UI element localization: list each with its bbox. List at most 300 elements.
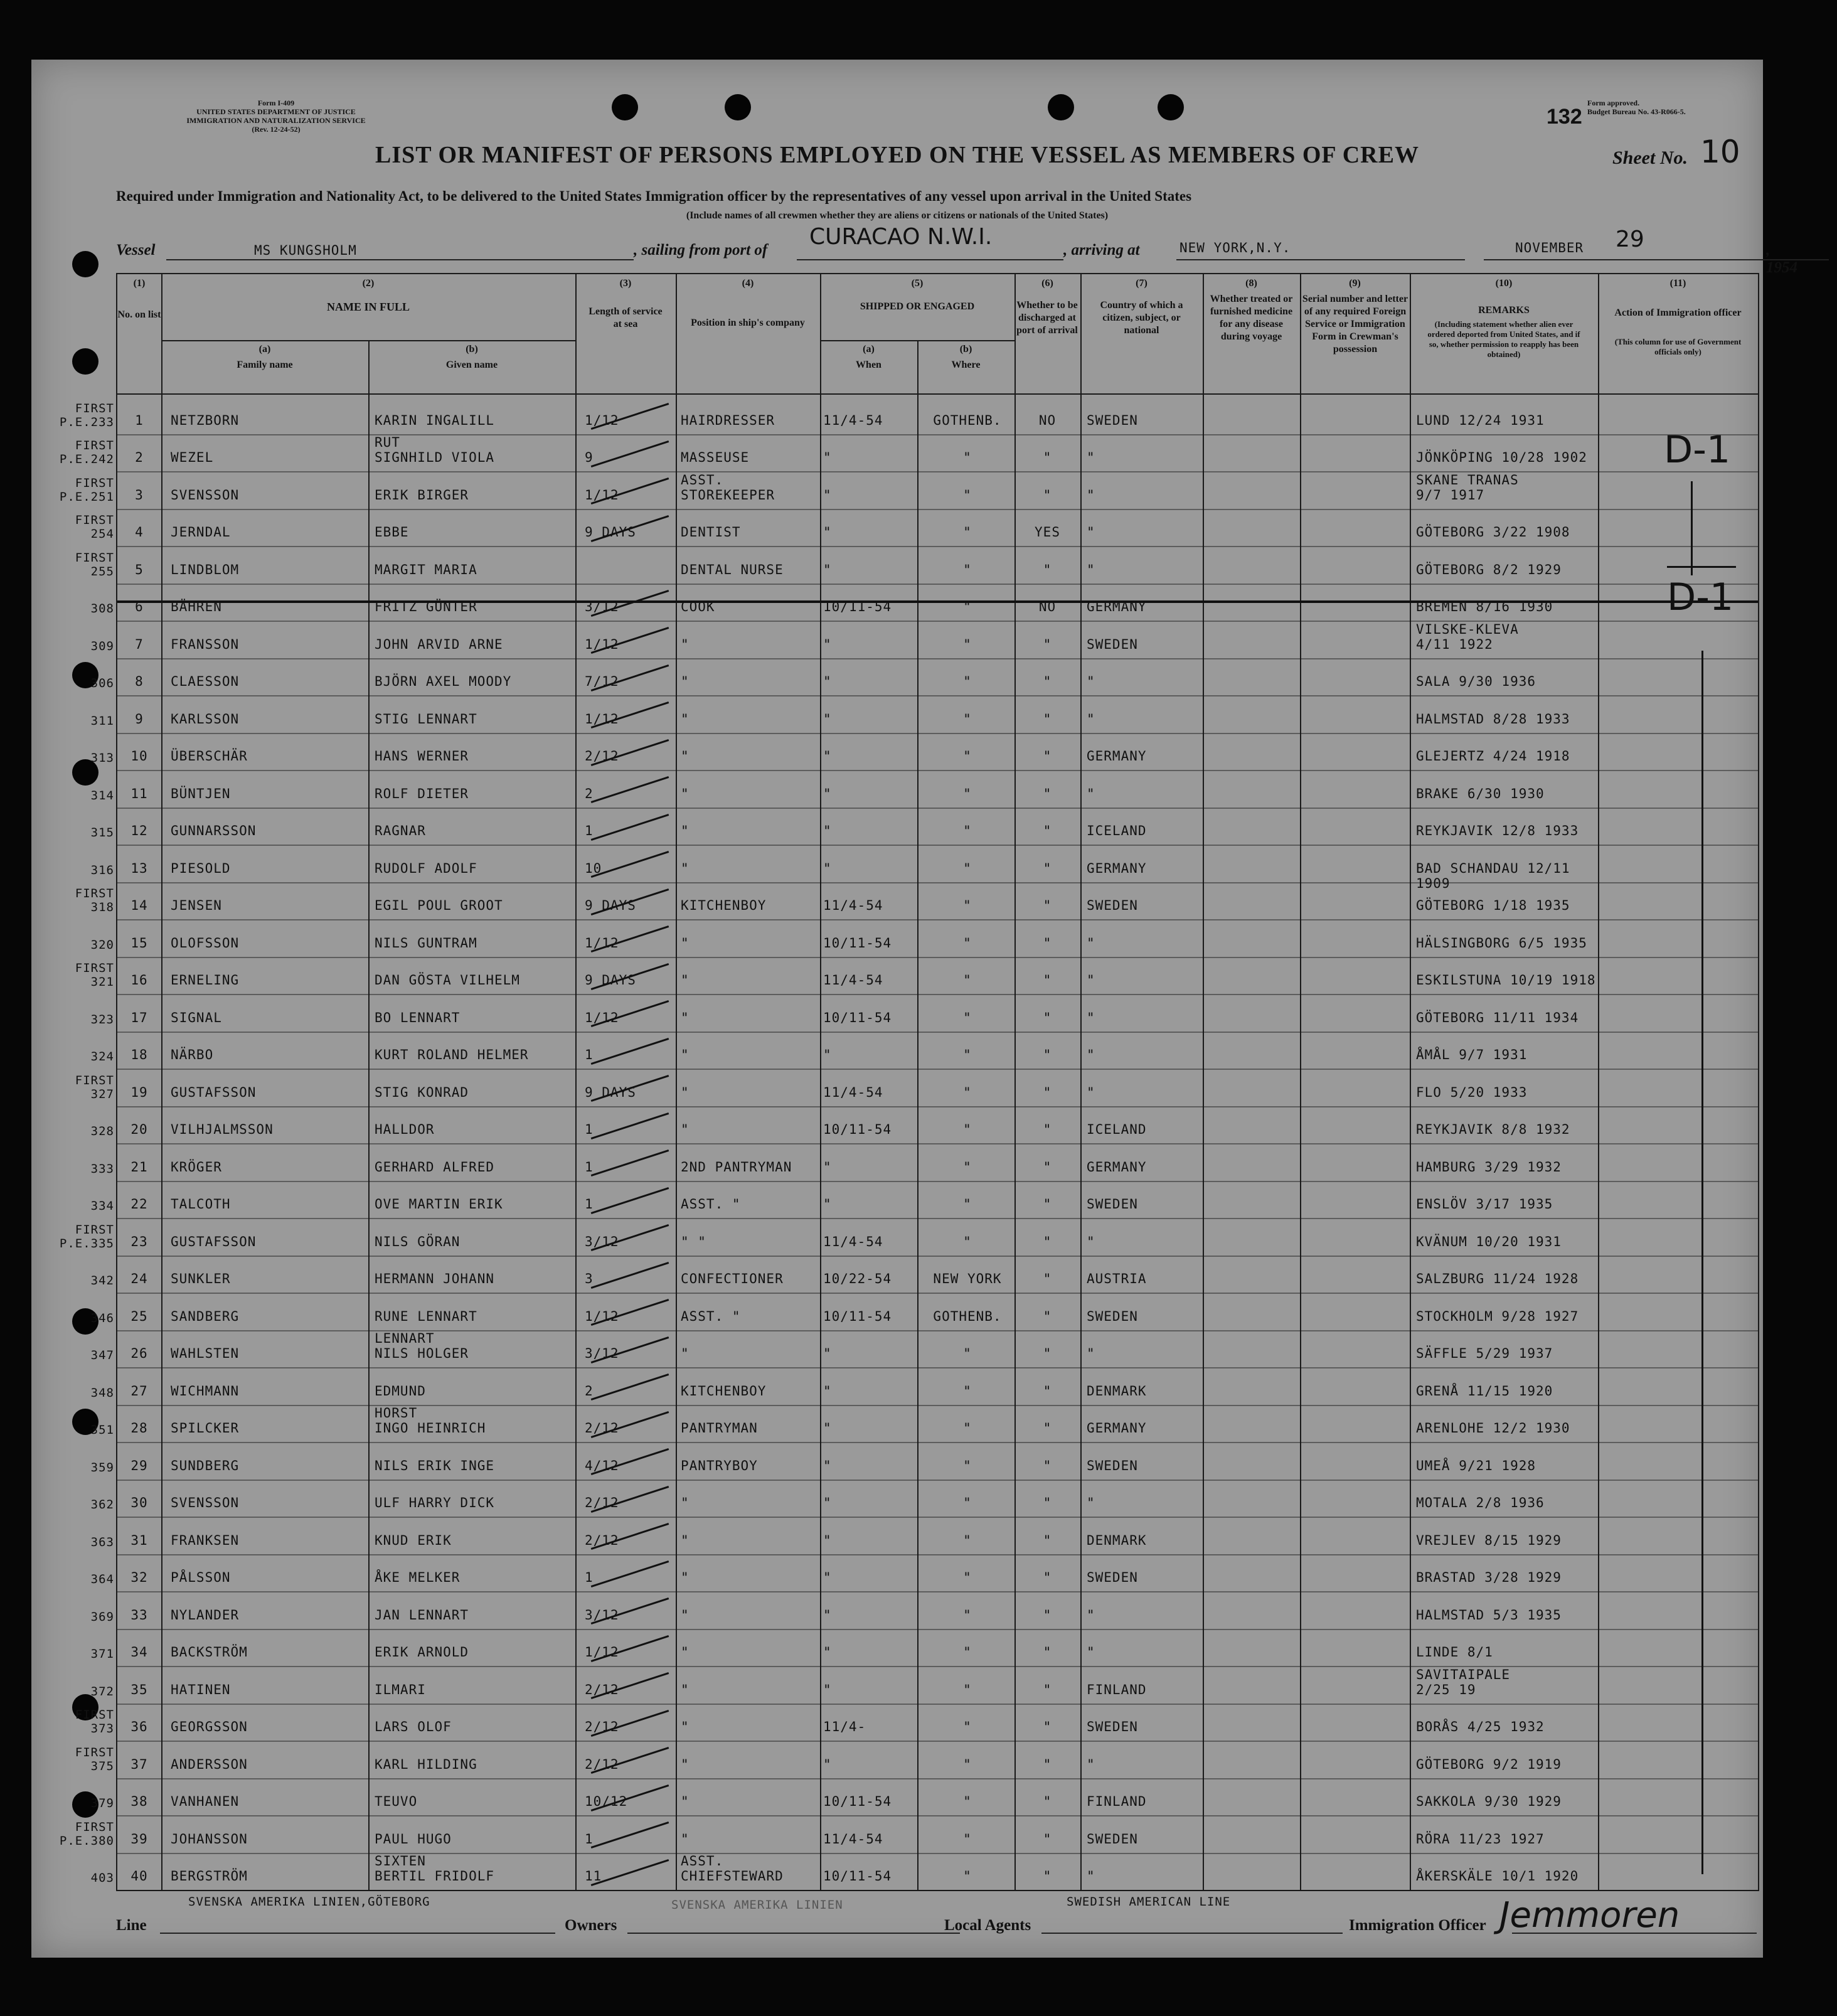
- cell-discharged: ": [1043, 1756, 1052, 1772]
- cell-family: FRANSSON: [171, 636, 240, 652]
- cell-no: 29: [130, 1458, 148, 1473]
- cell-position: " ": [681, 1234, 706, 1249]
- cell-where: ": [963, 1607, 972, 1623]
- cell-no: 16: [130, 973, 148, 988]
- sheet-label: Sheet No.: [1612, 147, 1688, 168]
- cell-family: SUNKLER: [171, 1271, 231, 1286]
- cell-no: 30: [130, 1495, 148, 1510]
- cell-position: ": [681, 823, 690, 838]
- cell-when: ": [823, 1756, 832, 1772]
- cell-service: 3/12: [585, 599, 619, 614]
- cell-position: PANTRYMAN: [681, 1421, 758, 1436]
- cell-remarks: SKANE TRANAS 9/7 1917: [1416, 472, 1519, 503]
- cell-no: 17: [130, 1010, 148, 1025]
- cell-when: ": [823, 1570, 832, 1585]
- row-divider: [117, 1256, 1758, 1257]
- arrival-year: , 1954: [1766, 242, 1797, 276]
- row-divider: [117, 1853, 1758, 1854]
- cell-no: 11: [130, 786, 148, 801]
- cell-family: KRÖGER: [171, 1159, 222, 1175]
- include-note: (Include names of all crewmen whether they are aliens or citizens or nationals of the United States): [686, 210, 1109, 221]
- col-num: (a): [258, 344, 271, 355]
- cell-discharged: ": [1043, 1010, 1052, 1025]
- cell-service: 1/12: [585, 711, 619, 727]
- cell-discharged: NO: [1038, 599, 1057, 614]
- margin-reference: 363: [90, 1535, 114, 1549]
- cell-country: ": [1087, 525, 1095, 540]
- cell-when: ": [823, 786, 832, 801]
- cell-family: FRANKSEN: [171, 1532, 240, 1548]
- margin-reference: 320: [90, 937, 114, 952]
- cell-when: 10/11-54: [823, 1794, 892, 1809]
- cell-no: 34: [130, 1645, 148, 1660]
- cell-discharged: ": [1043, 749, 1052, 764]
- row-divider: [117, 1442, 1758, 1443]
- cell-country: SWEDEN: [1087, 636, 1138, 652]
- cell-where: ": [963, 1756, 972, 1772]
- row-divider: [117, 845, 1758, 846]
- strike-through-row-4: [117, 600, 1758, 603]
- margin-reference: FIRST 318: [75, 887, 114, 914]
- cell-remarks: ÅMÅL 9/7 1931: [1416, 1047, 1528, 1062]
- cell-position: KITCHENBOY: [681, 898, 767, 913]
- col-num: (8): [1245, 278, 1257, 289]
- cell-country: ": [1087, 1495, 1095, 1510]
- required-statement: Required under Immigration and Nationality Act, to be delivered to the United States Immigration officer by the representatives of any vessel upon arrival in the United States: [116, 188, 1192, 204]
- margin-reference: 308: [90, 602, 114, 616]
- row-divider: [117, 658, 1758, 659]
- row-divider: [117, 1480, 1758, 1481]
- cell-discharged: ": [1043, 786, 1052, 801]
- cell-discharged: ": [1043, 636, 1052, 652]
- row-divider: [117, 1890, 1758, 1891]
- col-where: Where: [951, 360, 981, 370]
- cell-when: 11/4-54: [823, 1831, 883, 1847]
- cell-given: KARL HILDING: [375, 1756, 477, 1772]
- cell-position: ": [681, 935, 690, 951]
- cell-family: WEZEL: [171, 450, 214, 465]
- cell-no: 9: [135, 711, 144, 727]
- row-divider: [117, 919, 1758, 920]
- cell-service: 9 DAYS: [585, 898, 636, 913]
- row-divider: [117, 1704, 1758, 1705]
- cell-given: ERIK ARNOLD: [375, 1645, 469, 1660]
- cell-given: ÅKE MELKER: [375, 1570, 461, 1585]
- cell-given: EGIL POUL GROOT: [375, 898, 503, 913]
- col-num: (7): [1136, 278, 1147, 289]
- cell-country: ": [1087, 786, 1095, 801]
- cell-when: ": [823, 450, 832, 465]
- cell-country: ": [1087, 1234, 1095, 1249]
- cell-discharged: ": [1043, 1495, 1052, 1510]
- cell-when: ": [823, 1383, 832, 1399]
- cell-remarks: ÅKERSKÄLE 10/1 1920: [1416, 1869, 1579, 1884]
- margin-reference: 328: [90, 1124, 114, 1138]
- cell-family: VANHANEN: [171, 1794, 240, 1809]
- arriving-label: , arriving at: [1063, 242, 1140, 259]
- cell-remarks: REYKJAVIK 8/8 1932: [1416, 1122, 1570, 1137]
- cell-discharged: ": [1043, 1047, 1052, 1062]
- cell-service: 10/12: [585, 1794, 628, 1809]
- margin-reference: 313: [90, 751, 114, 765]
- row-divider: [117, 1815, 1758, 1816]
- page-number: 132: [1547, 105, 1582, 129]
- cell-service: 1: [585, 1122, 594, 1137]
- cell-position: CONFECTIONER: [681, 1271, 784, 1286]
- cell-family: ERNELING: [171, 973, 240, 988]
- cell-family: SPILCKER: [171, 1421, 240, 1436]
- col-medicine: Whether treated or furnished medicine for any disease during voyage: [1210, 294, 1293, 342]
- cell-service: 11: [585, 1869, 602, 1884]
- cell-service: 4/12: [585, 1458, 619, 1473]
- cell-position: ": [681, 1495, 690, 1510]
- cell-family: NYLANDER: [171, 1607, 240, 1623]
- cell-position: ASST. STOREKEEPER: [681, 472, 775, 503]
- cell-family: JENSEN: [171, 898, 222, 913]
- cell-service: 3/12: [585, 1346, 619, 1361]
- margin-reference: FIRST P.E.233: [59, 401, 114, 429]
- action-bracket-tick: [1667, 566, 1736, 568]
- cell-given: ROLF DIETER: [375, 786, 469, 801]
- sailing-label: , sailing from port of: [634, 242, 768, 259]
- cell-position: KITCHENBOY: [681, 1383, 767, 1399]
- owners-label: Owners: [565, 1917, 617, 1934]
- margin-reference: FIRST 321: [75, 961, 114, 989]
- cell-country: SWEDEN: [1087, 1831, 1138, 1847]
- cell-service: 2/12: [585, 1682, 619, 1697]
- cell-discharged: ": [1043, 1383, 1052, 1399]
- cell-discharged: ": [1043, 935, 1052, 951]
- cell-no: 37: [130, 1756, 148, 1772]
- cell-when: ": [823, 1532, 832, 1548]
- row-divider: [117, 770, 1758, 771]
- officer-signature: Jemmoren: [1499, 1895, 1680, 1936]
- cell-where: ": [963, 860, 972, 876]
- cell-given: HERMANN JOHANN: [375, 1271, 495, 1286]
- cell-position: ": [681, 1645, 690, 1660]
- cell-given: KURT ROLAND HELMER: [375, 1047, 529, 1062]
- cell-position: ": [681, 973, 690, 988]
- cell-family: BÄHREN: [171, 599, 222, 614]
- cell-country: ": [1087, 674, 1095, 689]
- cell-country: ICELAND: [1087, 823, 1147, 838]
- cell-country: ": [1087, 450, 1095, 465]
- col-name-in-full: NAME IN FULL: [326, 301, 410, 313]
- local-agents-value: SWEDISH AMERICAN LINE: [1067, 1895, 1231, 1909]
- row-divider: [117, 546, 1758, 547]
- cell-where: ": [963, 1831, 972, 1847]
- cell-service: 10: [585, 860, 602, 876]
- cell-no: 31: [130, 1532, 148, 1548]
- cell-country: AUSTRIA: [1087, 1271, 1147, 1286]
- cell-when: 10/11-54: [823, 599, 892, 614]
- cell-position: ": [681, 1756, 690, 1772]
- cell-remarks: HALMSTAD 8/28 1933: [1416, 711, 1570, 727]
- cell-family: JERNDAL: [171, 525, 231, 540]
- arrival-day: 29: [1616, 227, 1644, 252]
- cell-remarks: GÖTEBORG 8/2 1929: [1416, 562, 1562, 577]
- cell-where: ": [963, 1570, 972, 1585]
- cell-where: ": [963, 749, 972, 764]
- arrival-port: NEW YORK,N.Y.: [1179, 240, 1291, 255]
- margin-reference: FIRST 373: [75, 1708, 114, 1736]
- col-given-name: Given name: [445, 360, 498, 370]
- cell-discharged: ": [1043, 450, 1052, 465]
- cell-no: 3: [135, 487, 144, 503]
- cell-given: HALLDOR: [375, 1122, 435, 1137]
- cell-where: ": [963, 1495, 972, 1510]
- cell-service: 1/12: [585, 412, 619, 428]
- cell-service: 1: [585, 1831, 594, 1847]
- cell-given: KNUD ERIK: [375, 1532, 452, 1548]
- cell-service: 1/12: [585, 935, 619, 951]
- cell-country: DENMARK: [1087, 1383, 1147, 1399]
- cell-discharged: ": [1043, 1197, 1052, 1212]
- cell-family: TALCOTH: [171, 1197, 231, 1212]
- cell-family: WICHMANN: [171, 1383, 240, 1399]
- cell-when: ": [823, 1682, 832, 1697]
- cell-service: 3: [585, 1271, 594, 1286]
- cell-given: FRITZ GÜNTER: [375, 599, 477, 614]
- margin-reference: 316: [90, 863, 114, 877]
- row-divider: [117, 1218, 1758, 1219]
- cell-given: SIXTEN BERTIL FRIDOLF: [375, 1853, 495, 1884]
- cell-when: ": [823, 525, 832, 540]
- cell-service: 2: [585, 1383, 594, 1399]
- margin-reference: 309: [90, 639, 114, 653]
- cell-no: 26: [130, 1346, 148, 1361]
- margin-reference: 347: [90, 1348, 114, 1362]
- cell-when: 10/11-54: [823, 1308, 892, 1324]
- cell-where: ": [963, 935, 972, 951]
- cell-position: ASST. ": [681, 1308, 741, 1324]
- cell-given: MARGIT MARIA: [375, 562, 477, 577]
- cell-given: LARS OLOF: [375, 1719, 452, 1734]
- cell-service: 1: [585, 1570, 594, 1585]
- margin-reference: 379: [90, 1796, 114, 1810]
- cell-when: ": [823, 1458, 832, 1473]
- cell-discharged: ": [1043, 1607, 1052, 1623]
- cell-discharged: ": [1043, 1794, 1052, 1809]
- cell-position: ": [681, 711, 690, 727]
- cell-service: 1/12: [585, 1645, 619, 1660]
- cell-service: 1: [585, 1197, 594, 1212]
- vessel-name: MS KUNGSHOLM: [254, 243, 357, 258]
- margin-reference: 342: [90, 1274, 114, 1288]
- cell-where: ": [963, 1719, 972, 1734]
- cell-given: KARIN INGALILL: [375, 412, 495, 428]
- cell-remarks: ARENLOHE 12/2 1930: [1416, 1421, 1570, 1436]
- col-num: (b): [959, 344, 972, 355]
- row-divider: [117, 1143, 1758, 1144]
- cell-service: 1/12: [585, 487, 619, 503]
- cell-service: 1/12: [585, 1308, 619, 1324]
- cell-no: 12: [130, 823, 148, 838]
- cell-position: HAIRDRESSER: [681, 412, 775, 428]
- cell-no: 38: [130, 1794, 148, 1809]
- cell-position: ": [681, 1719, 690, 1734]
- cell-remarks: HÄLSINGBORG 6/5 1935: [1416, 935, 1587, 951]
- cell-discharged: ": [1043, 1831, 1052, 1847]
- cell-position: 2ND PANTRYMAN: [681, 1159, 792, 1175]
- row-divider: [117, 1293, 1758, 1294]
- cell-no: 4: [135, 525, 144, 540]
- row-divider: [117, 1741, 1758, 1742]
- cell-position: ": [681, 860, 690, 876]
- cell-family: BACKSTRÖM: [171, 1645, 248, 1660]
- cell-service: 9 DAYS: [585, 973, 636, 988]
- cell-position: ": [681, 674, 690, 689]
- cell-position: ": [681, 1682, 690, 1697]
- cell-service: 2/12: [585, 1719, 619, 1734]
- cell-family: GUNNARSSON: [171, 823, 257, 838]
- cell-remarks: ESKILSTUNA 10/19 1918: [1416, 973, 1596, 988]
- immigration-action-mark: D-1: [1667, 575, 1734, 619]
- cell-when: ": [823, 674, 832, 689]
- cell-no: 28: [130, 1421, 148, 1436]
- cell-given: RUNE LENNART: [375, 1308, 477, 1324]
- cell-position: ASST. ": [681, 1197, 741, 1212]
- crew-table: [59, 273, 1759, 1891]
- cell-remarks: JÖNKÖPING 10/28 1902: [1416, 450, 1587, 465]
- cell-when: 11/4-54: [823, 412, 883, 428]
- cell-discharged: ": [1043, 898, 1052, 913]
- cell-service: 3/12: [585, 1234, 619, 1249]
- cell-given: HORST INGO HEINRICH: [375, 1405, 486, 1436]
- col-num: (b): [466, 344, 478, 355]
- cell-service: 1: [585, 1047, 594, 1062]
- cell-discharged: ": [1043, 487, 1052, 503]
- row-divider: [117, 1778, 1758, 1779]
- cell-family: VILHJALMSSON: [171, 1122, 274, 1137]
- cell-given: EBBE: [375, 525, 409, 540]
- cell-when: 11/4-54: [823, 1084, 883, 1100]
- cell-when: ": [823, 711, 832, 727]
- cell-where: ": [963, 1532, 972, 1548]
- cell-remarks: HAMBURG 3/29 1932: [1416, 1159, 1562, 1175]
- cell-when: ": [823, 1645, 832, 1660]
- cell-country: GERMANY: [1087, 1421, 1147, 1436]
- margin-reference: FIRST P.E.335: [59, 1222, 114, 1251]
- local-agents-label: Local Agents: [944, 1917, 1031, 1934]
- cell-country: GERMANY: [1087, 599, 1147, 614]
- cell-given: ILMARI: [375, 1682, 426, 1697]
- punch-hole: [1158, 94, 1184, 120]
- cell-discharged: YES: [1035, 525, 1060, 540]
- cell-family: OLOFSSON: [171, 935, 240, 951]
- cell-given: STIG LENNART: [375, 711, 477, 727]
- col-num: (3): [619, 278, 632, 289]
- cell-country: ": [1087, 1084, 1095, 1100]
- cell-when: ": [823, 749, 832, 764]
- cell-no: 35: [130, 1682, 148, 1697]
- cell-position: ASST. CHIEFSTEWARD: [681, 1853, 784, 1884]
- cell-remarks: BRASTAD 3/28 1929: [1416, 1570, 1562, 1585]
- cell-where: ": [963, 711, 972, 727]
- line-value: SVENSKA AMERIKA LINIEN,GÖTEBORG: [188, 1895, 430, 1909]
- cell-position: ": [681, 1346, 690, 1361]
- cell-discharged: ": [1043, 973, 1052, 988]
- punch-hole: [612, 94, 638, 120]
- cell-remarks: GRENÅ 11/15 1920: [1416, 1383, 1553, 1399]
- cell-when: ": [823, 1197, 832, 1212]
- cell-family: SANDBERG: [171, 1308, 240, 1324]
- cell-discharged: ": [1043, 1308, 1052, 1324]
- cell-when: ": [823, 823, 832, 838]
- margin-reference: FIRST 255: [75, 550, 114, 579]
- manifest-sheet: [31, 60, 1797, 1958]
- col-shipped-or-engaged: SHIPPED OR ENGAGED: [860, 301, 975, 312]
- cell-given: LENNART NILS HOLGER: [375, 1331, 469, 1361]
- cell-discharged: ": [1043, 1570, 1052, 1585]
- cell-family: JOHANSSON: [171, 1831, 248, 1847]
- col-discharged: Whether to be discharged at port of arrival: [1016, 300, 1078, 336]
- col-remarks: REMARKS: [1478, 305, 1530, 316]
- cell-where: ": [963, 599, 972, 614]
- cell-service: 2/12: [585, 1495, 619, 1510]
- cell-discharged: ": [1043, 1869, 1052, 1884]
- punch-hole: [72, 251, 99, 277]
- form-identifier: Form I-409 UNITED STATES DEPARTMENT OF JUSTICE IMMIGRATION AND NATURALIZATION SERVICE (Rev. 12-24-52): [186, 99, 366, 134]
- cell-remarks: BORÅS 4/25 1932: [1416, 1719, 1545, 1734]
- cell-no: 1: [135, 412, 144, 428]
- vessel-line: [116, 224, 1797, 276]
- margin-reference: 306: [90, 676, 114, 690]
- cell-remarks: REYKJAVIK 12/8 1933: [1416, 823, 1579, 838]
- cell-no: 8: [135, 674, 144, 689]
- cell-position: ": [681, 1831, 690, 1847]
- cell-family: SUNDBERG: [171, 1458, 240, 1473]
- cell-where: ": [963, 1122, 972, 1137]
- cell-where: ": [963, 562, 972, 577]
- cell-family: CLAESSON: [171, 674, 240, 689]
- cell-service: 9 DAYS: [585, 1084, 636, 1100]
- col-serial-number: Serial number and letter of any required Foreign Service or Immigration Form in Crewman's possession: [1302, 294, 1408, 355]
- cell-family: NETZBORN: [171, 412, 240, 428]
- margin-reference: 315: [90, 826, 114, 840]
- cell-when: 10/11-54: [823, 1869, 892, 1884]
- cell-country: ": [1087, 1010, 1095, 1025]
- margin-reference: FIRST P.E.242: [59, 439, 114, 466]
- cell-where: ": [963, 786, 972, 801]
- arrival-month: NOVEMBER: [1515, 240, 1584, 255]
- col-num: (2): [362, 278, 375, 289]
- margin-reference: 324: [90, 1050, 114, 1064]
- action-continuation-line: [1701, 651, 1703, 1874]
- cell-when: ": [823, 860, 832, 876]
- cell-given: BJÖRN AXEL MOODY: [375, 674, 512, 689]
- cell-country: ": [1087, 1645, 1095, 1660]
- cell-service: 9: [585, 450, 594, 465]
- cell-given: PAUL HUGO: [375, 1831, 452, 1847]
- cell-when: ": [823, 1421, 832, 1436]
- row-divider: [117, 1554, 1758, 1555]
- col-remarks-note: (Including statement whether alien ever ordered deported from United States, and if so, whether permission to reapply has been obtained): [1427, 319, 1580, 359]
- cell-service: 2/12: [585, 1421, 619, 1436]
- cell-where: ": [963, 636, 972, 652]
- col-num: (11): [1669, 278, 1686, 289]
- cell-position: ": [681, 1010, 690, 1025]
- cell-discharged: ": [1043, 1458, 1052, 1473]
- cell-discharged: ": [1043, 1719, 1052, 1734]
- cell-position: ": [681, 1047, 690, 1062]
- cell-where: ": [963, 1084, 972, 1100]
- col-length-of-service: Length of service at sea: [588, 306, 663, 329]
- row-divider: [117, 434, 1758, 435]
- cell-country: ": [1087, 1869, 1095, 1884]
- cell-when: 11/4-: [823, 1719, 866, 1734]
- cell-country: ": [1087, 935, 1095, 951]
